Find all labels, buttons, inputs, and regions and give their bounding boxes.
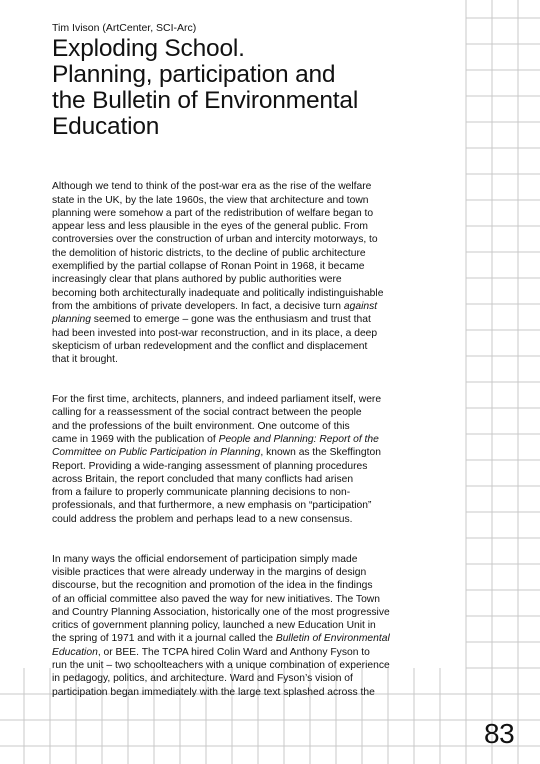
paragraph-2 bbox=[52, 380, 464, 526]
paragraph-1-text-b: seemed to emerge – gone was the enthusiasm and trust that had been invested into post-war reconstruction, and in its place, a deep skepticism of urban redevelopment and the conflict and displacement that it brought. bbox=[52, 314, 378, 366]
paragraph-3-text-b: , or BEE. The TCPA hired Colin Ward and Anthony Fyson to run the unit – two schoolteachers with a unique combination of experience in pedagogy, politics, and architecture. Ward and Fyson’s vision of participation began immediately with the large text splashed across the bbox=[52, 646, 390, 698]
paragraph-2-text-b: , known as the Skeffington Report. Providing a wide-ranging assessment of planning procedures across Britain, the report concluded that many conflicts had arisen from a failure to properly communicate planning decisions to non- professionals, and that furthermore, a new emphasis on “participation” could address the problem and perhaps lead to a new consensus. bbox=[52, 447, 381, 525]
page-number: 83 bbox=[484, 718, 515, 749]
paragraph-2-text-a: For the first time, architects, planners, and indeed parliament itself, were calling for a reassessment of the social contract between the people and the professions of the built environment. One outcome of this came in 1969 with the publication of bbox=[52, 394, 382, 445]
paragraph-1 bbox=[52, 167, 464, 366]
article-title: Exploding School. Planning, participation and the Bulletin of Environmental Education bbox=[52, 35, 359, 140]
article-body bbox=[52, 167, 464, 699]
paragraph-1-emphasis: against planning bbox=[52, 300, 378, 326]
author-line: Tim Ivison (ArtCenter, SCI-Arc) bbox=[52, 22, 197, 34]
paragraph-3-text-a: In many ways the official endorsement of participation simply made visible practices that were already underway in the margins of design discourse, but the recognition and promotion of the idea in the findings of an official committee also paved the way for new initiatives. The Town and Country Planning Association, historically one of the most progressive critics of government planning policy, launched a new Education Unit in the spring of 1971 and with it a journal called the bbox=[52, 553, 390, 645]
paragraph-3-emphasis: Bulletin of Environmental Education bbox=[52, 633, 390, 658]
article bbox=[52, 22, 464, 712]
paragraph-3 bbox=[52, 539, 464, 699]
paragraph-2-emphasis: People and Planning: Report of the Committee on Public Participation in Planning bbox=[52, 433, 379, 459]
paragraph-1-text-a: Although we tend to think of the post-war era as the rise of the welfare state in the UK, by the late 1960s, the view that architecture and town planning were somehow a part of the redistribution of welfare began to appear less and less plausible in the eyes of the general public. From controversies over the construction of urban and intercity motorways, to the demolition of historic districts, to the decline of public architecture exemplified by the partial collapse of Ronan Point in 1968, it became increasingly clear that plans authored by public authorities were becoming both architecturally inadequate and politically indistinguishable from the ambitions of private developers. In fact, a decisive turn bbox=[52, 181, 384, 312]
